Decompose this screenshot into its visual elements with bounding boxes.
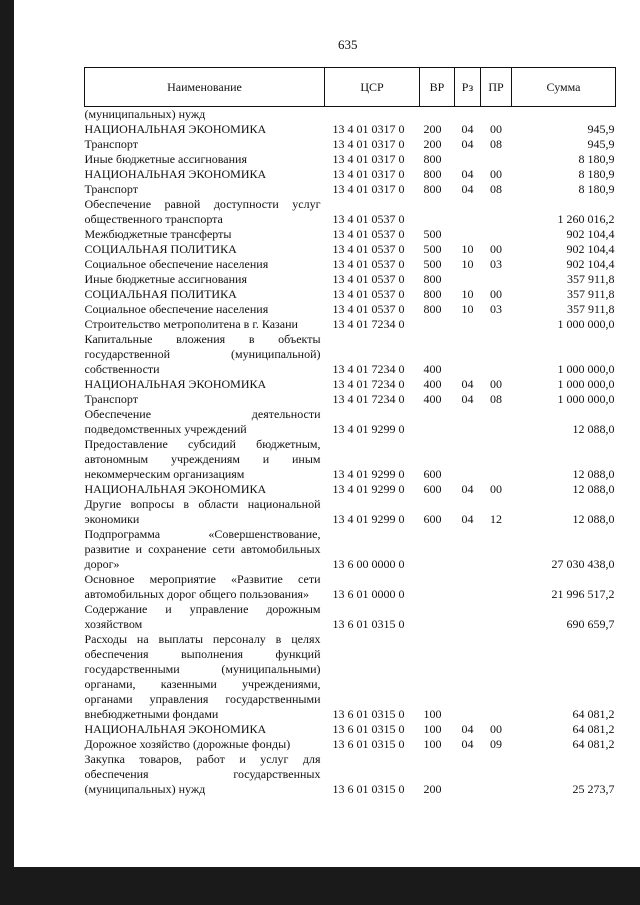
table-row bbox=[85, 722, 616, 737]
table-row bbox=[85, 752, 616, 797]
table-body bbox=[85, 107, 616, 798]
cell-vr: 800 bbox=[423, 287, 442, 301]
cell-vr: 400 bbox=[423, 377, 442, 391]
cell-csr: 13 4 01 0317 0 bbox=[332, 182, 405, 196]
cell-rz bbox=[455, 632, 481, 722]
table-row bbox=[85, 497, 616, 527]
cell-vr: 100 bbox=[423, 737, 442, 751]
cell-name: Закупка товаров, работ и услуг для обеспечения государственных (муниципальных) нужд bbox=[84, 752, 321, 796]
cell-rz bbox=[455, 407, 481, 437]
cell-csr: 13 4 01 0317 0 bbox=[332, 122, 405, 136]
cell-csr: 13 4 01 0317 0 bbox=[332, 167, 405, 181]
cell-vr: 600 bbox=[423, 467, 442, 481]
cell-csr: 13 4 01 0537 0 bbox=[332, 287, 405, 301]
cell-name: СОЦИАЛЬНАЯ ПОЛИТИКА bbox=[84, 242, 237, 256]
cell-pr bbox=[481, 317, 512, 332]
cell-rz: 04 bbox=[461, 482, 474, 496]
cell-rz bbox=[455, 527, 481, 572]
cell-name: НАЦИОНАЛЬНАЯ ЭКОНОМИКА bbox=[84, 722, 267, 736]
cell-pr bbox=[481, 752, 512, 797]
cell-rz: 10 bbox=[461, 242, 474, 256]
cell-name: Транспорт bbox=[84, 392, 138, 406]
cell-name: Подпрограмма «Совершенствование, развитие и сохранение сети автомобильных дорог» bbox=[84, 527, 321, 571]
header-rz: Рз bbox=[455, 68, 481, 107]
cell-vr bbox=[420, 197, 455, 227]
cell-csr: 13 4 01 9299 0 bbox=[332, 482, 405, 496]
cell-sum: 27 030 438,0 bbox=[551, 557, 615, 571]
cell-rz bbox=[455, 227, 481, 242]
cell-name: Транспорт bbox=[84, 182, 138, 196]
cell-csr: 13 6 01 0315 0 bbox=[332, 707, 405, 721]
cell-csr: 13 4 01 0537 0 bbox=[332, 212, 405, 226]
cell-pr: 12 bbox=[490, 512, 502, 526]
cell-name: Обеспечение равной доступности услуг общественного транспорта bbox=[84, 197, 321, 226]
cell-vr: 400 bbox=[423, 392, 442, 406]
cell-vr: 100 bbox=[423, 722, 442, 736]
cell-csr: 13 4 01 7234 0 bbox=[332, 392, 405, 406]
scan-edge-bottom bbox=[0, 867, 640, 905]
cell-rz: 10 bbox=[461, 257, 474, 271]
table-row bbox=[85, 272, 616, 287]
cell-csr: 13 4 01 0317 0 bbox=[332, 137, 405, 151]
budget-table bbox=[84, 67, 616, 797]
cell-pr: 09 bbox=[490, 737, 502, 751]
cell-vr: 500 bbox=[423, 242, 442, 256]
table-row bbox=[85, 437, 616, 482]
cell-sum: 1 000 000,0 bbox=[557, 317, 615, 331]
cell-rz: 04 bbox=[461, 737, 474, 751]
cell-sum bbox=[512, 107, 616, 123]
table-row bbox=[85, 737, 616, 752]
cell-vr: 200 bbox=[423, 782, 442, 796]
table-header-row bbox=[85, 68, 616, 107]
table-row bbox=[85, 107, 616, 123]
table-row bbox=[85, 302, 616, 317]
cell-csr: 13 4 01 0537 0 bbox=[332, 272, 405, 286]
cell-pr: 00 bbox=[490, 242, 502, 256]
cell-pr bbox=[481, 407, 512, 437]
table-row bbox=[85, 632, 616, 722]
page-number: 635 bbox=[338, 37, 358, 52]
cell-csr: 13 4 01 0537 0 bbox=[332, 242, 405, 256]
cell-pr: 00 bbox=[490, 482, 502, 496]
cell-vr: 100 bbox=[423, 707, 442, 721]
cell-vr bbox=[420, 107, 455, 123]
cell-sum: 902 104,4 bbox=[566, 242, 615, 256]
header-vr: ВР bbox=[420, 68, 455, 107]
cell-csr: 13 4 01 9299 0 bbox=[332, 467, 405, 481]
table-row bbox=[85, 152, 616, 167]
cell-name: НАЦИОНАЛЬНАЯ ЭКОНОМИКА bbox=[84, 167, 267, 181]
cell-sum: 64 081,2 bbox=[572, 707, 615, 721]
cell-vr: 500 bbox=[423, 257, 442, 271]
cell-csr: 13 6 01 0315 0 bbox=[332, 722, 405, 736]
cell-rz: 04 bbox=[461, 182, 474, 196]
cell-name: Иные бюджетные ассигнования bbox=[84, 152, 247, 166]
cell-csr: 13 4 01 0537 0 bbox=[332, 302, 405, 316]
cell-vr: 800 bbox=[423, 152, 442, 166]
cell-name: Содержание и управление дорожным хозяйством bbox=[84, 602, 321, 631]
cell-vr: 200 bbox=[423, 122, 442, 136]
cell-sum: 902 104,4 bbox=[566, 227, 615, 241]
cell-name: Межбюджетные трансферты bbox=[84, 227, 232, 241]
cell-sum: 357 911,8 bbox=[566, 287, 615, 301]
table-row bbox=[85, 137, 616, 152]
cell-pr: 03 bbox=[490, 302, 502, 316]
cell-pr bbox=[481, 332, 512, 377]
cell-sum: 64 081,2 bbox=[572, 737, 615, 751]
cell-vr: 200 bbox=[423, 137, 442, 151]
cell-rz bbox=[455, 602, 481, 632]
cell-pr: 00 bbox=[490, 287, 502, 301]
cell-vr: 800 bbox=[423, 182, 442, 196]
cell-name: Социальное обеспечение населения bbox=[84, 257, 269, 271]
cell-csr bbox=[325, 107, 420, 123]
cell-name: Другие вопросы в области национальной экономики bbox=[84, 497, 321, 526]
cell-csr: 13 4 01 9299 0 bbox=[332, 512, 405, 526]
cell-pr bbox=[481, 437, 512, 482]
cell-sum: 12 088,0 bbox=[572, 467, 615, 481]
table-row bbox=[85, 227, 616, 242]
cell-csr: 13 4 01 7234 0 bbox=[332, 362, 405, 376]
cell-name: (муниципальных) нужд bbox=[84, 107, 206, 121]
cell-vr bbox=[420, 317, 455, 332]
table-row bbox=[85, 377, 616, 392]
cell-rz: 04 bbox=[461, 512, 474, 526]
cell-sum: 21 996 517,2 bbox=[551, 587, 615, 601]
cell-pr bbox=[481, 227, 512, 242]
table-row bbox=[85, 287, 616, 302]
cell-name: Социальное обеспечение населения bbox=[84, 302, 269, 316]
table-row bbox=[85, 257, 616, 272]
cell-rz: 04 bbox=[461, 167, 474, 181]
cell-pr bbox=[481, 152, 512, 167]
cell-vr: 800 bbox=[423, 272, 442, 286]
cell-rz bbox=[455, 152, 481, 167]
header-csr: ЦСР bbox=[325, 68, 420, 107]
cell-vr: 600 bbox=[423, 482, 442, 496]
cell-csr: 13 6 01 0315 0 bbox=[332, 782, 405, 796]
cell-csr: 13 6 01 0315 0 bbox=[332, 617, 405, 631]
table-row bbox=[85, 242, 616, 257]
cell-csr: 13 4 01 9299 0 bbox=[332, 422, 405, 436]
cell-pr: 08 bbox=[490, 392, 502, 406]
cell-rz: 10 bbox=[461, 302, 474, 316]
cell-pr: 03 bbox=[490, 257, 502, 271]
cell-rz bbox=[455, 572, 481, 602]
cell-sum: 902 104,4 bbox=[566, 257, 615, 271]
cell-csr: 13 6 00 0000 0 bbox=[332, 557, 405, 571]
table-row bbox=[85, 332, 616, 377]
cell-vr bbox=[420, 407, 455, 437]
cell-sum: 8 180,9 bbox=[578, 152, 615, 166]
cell-rz: 04 bbox=[461, 137, 474, 151]
cell-csr: 13 4 01 7234 0 bbox=[332, 317, 405, 331]
cell-vr bbox=[420, 602, 455, 632]
cell-sum: 357 911,8 bbox=[566, 272, 615, 286]
cell-sum: 12 088,0 bbox=[572, 512, 615, 526]
cell-name: Расходы на выплаты персоналу в целях обеспечения выполнения функций государственными (муниципальными) органами, казенными учреждениями, органами управления государственными внебюджетными фондами bbox=[84, 632, 321, 721]
cell-name: Обеспечение деятельности подведомственных учреждений bbox=[84, 407, 321, 436]
table-row bbox=[85, 572, 616, 602]
table-row bbox=[85, 392, 616, 407]
table-row bbox=[85, 527, 616, 572]
cell-sum: 945,9 bbox=[587, 137, 615, 151]
cell-rz bbox=[455, 107, 481, 123]
cell-pr bbox=[481, 527, 512, 572]
cell-name: СОЦИАЛЬНАЯ ПОЛИТИКА bbox=[84, 287, 237, 301]
cell-rz: 04 bbox=[461, 722, 474, 736]
cell-pr: 08 bbox=[490, 182, 502, 196]
cell-rz: 04 bbox=[461, 122, 474, 136]
cell-pr bbox=[481, 602, 512, 632]
cell-sum: 12 088,0 bbox=[572, 482, 615, 496]
cell-vr bbox=[420, 572, 455, 602]
cell-csr: 13 4 01 0537 0 bbox=[332, 257, 405, 271]
cell-name: Капитальные вложения в объекты государственной (муниципальной) собственности bbox=[84, 332, 321, 376]
cell-rz: 10 bbox=[461, 287, 474, 301]
cell-sum: 1 000 000,0 bbox=[557, 377, 615, 391]
cell-csr: 13 4 01 0317 0 bbox=[332, 152, 405, 166]
cell-pr: 00 bbox=[490, 167, 502, 181]
cell-sum: 12 088,0 bbox=[572, 422, 615, 436]
table-row bbox=[85, 602, 616, 632]
cell-rz bbox=[455, 437, 481, 482]
cell-vr: 800 bbox=[423, 167, 442, 181]
cell-rz bbox=[455, 332, 481, 377]
cell-pr: 00 bbox=[490, 122, 502, 136]
cell-vr: 400 bbox=[423, 362, 442, 376]
cell-csr: 13 4 01 7234 0 bbox=[332, 377, 405, 391]
cell-csr: 13 4 01 0537 0 bbox=[332, 227, 405, 241]
header-name: Наименование bbox=[85, 68, 325, 107]
cell-sum: 1 000 000,0 bbox=[557, 392, 615, 406]
cell-name: НАЦИОНАЛЬНАЯ ЭКОНОМИКА bbox=[84, 482, 267, 496]
cell-pr: 00 bbox=[490, 377, 502, 391]
cell-rz bbox=[455, 752, 481, 797]
scan-edge-left bbox=[0, 0, 14, 905]
cell-sum: 1 000 000,0 bbox=[557, 362, 615, 376]
cell-rz: 04 bbox=[461, 392, 474, 406]
cell-sum: 945,9 bbox=[587, 122, 615, 136]
cell-csr: 13 6 01 0000 0 bbox=[332, 587, 405, 601]
cell-sum: 25 273,7 bbox=[572, 782, 615, 796]
cell-sum: 64 081,2 bbox=[572, 722, 615, 736]
cell-sum: 690 659,7 bbox=[566, 617, 615, 631]
table-row bbox=[85, 167, 616, 182]
cell-vr: 600 bbox=[423, 512, 442, 526]
table-row bbox=[85, 407, 616, 437]
table-row bbox=[85, 182, 616, 197]
cell-name: НАЦИОНАЛЬНАЯ ЭКОНОМИКА bbox=[84, 122, 267, 136]
cell-name: Дорожное хозяйство (дорожные фонды) bbox=[84, 737, 291, 751]
table-row bbox=[85, 482, 616, 497]
cell-name: Предоставление субсидий бюджетным, автономным учреждениям и иным некоммерческим организациям bbox=[84, 437, 321, 481]
cell-sum: 8 180,9 bbox=[578, 167, 615, 181]
cell-name: Транспорт bbox=[84, 137, 138, 151]
cell-rz bbox=[455, 317, 481, 332]
cell-sum: 1 260 016,2 bbox=[557, 212, 615, 226]
cell-pr: 08 bbox=[490, 137, 502, 151]
cell-name: Иные бюджетные ассигнования bbox=[84, 272, 247, 286]
header-sum: Сумма bbox=[512, 68, 616, 107]
cell-pr bbox=[481, 632, 512, 722]
cell-vr: 800 bbox=[423, 302, 442, 316]
cell-pr bbox=[481, 572, 512, 602]
cell-name: Основное мероприятие «Развитие сети автомобильных дорог общего пользования» bbox=[84, 572, 321, 601]
cell-pr bbox=[481, 197, 512, 227]
cell-vr bbox=[420, 527, 455, 572]
cell-pr bbox=[481, 107, 512, 123]
table-row bbox=[85, 317, 616, 332]
table-row bbox=[85, 197, 616, 227]
cell-sum: 8 180,9 bbox=[578, 182, 615, 196]
cell-sum: 357 911,8 bbox=[566, 302, 615, 316]
cell-vr: 500 bbox=[423, 227, 442, 241]
cell-rz: 04 bbox=[461, 377, 474, 391]
cell-pr bbox=[481, 272, 512, 287]
cell-pr: 00 bbox=[490, 722, 502, 736]
cell-rz bbox=[455, 272, 481, 287]
cell-name: НАЦИОНАЛЬНАЯ ЭКОНОМИКА bbox=[84, 377, 267, 391]
header-pr: ПР bbox=[481, 68, 512, 107]
cell-rz bbox=[455, 197, 481, 227]
table-row bbox=[85, 122, 616, 137]
cell-csr: 13 6 01 0315 0 bbox=[332, 737, 405, 751]
cell-name: Строительство метрополитена в г. Казани bbox=[84, 317, 298, 331]
